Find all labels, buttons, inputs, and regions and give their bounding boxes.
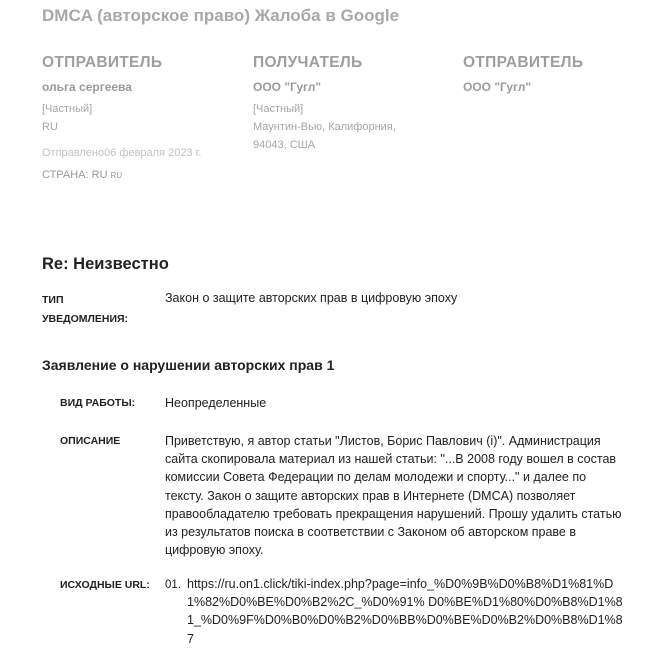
description-value: Приветствую, я автор статьи "Листов, Борис Павлович (i)". Администрация сайта скопировала материал из нашей статьи: "...В 2008 году вошел в состав комиссии Совета Федерации по делам молодежи и спорту..." и далее по тексту. Закон о защите авторских прав в Интернете (DMCA) позволяет правообладателю требовать прекращения нарушений. Прошу удалить статью из результатов поиска в соответствии с Законом об авторском праве в цифровую эпоху. [165,434,622,558]
recipient-type: [Частный] [253,103,304,115]
statement-title: Заявление о нарушении авторских прав 1 [42,357,335,373]
recipient-address-line-2: 94043, США [253,139,316,151]
notice-type-value: Закон о защите авторских прав в цифровую эпоху [165,291,458,305]
sender-name: ольга сергеева [42,80,132,94]
work-type-value: Неопределенные [165,396,267,410]
submitter-name: ООО "Гугл" [463,80,532,94]
country-code: RU [110,171,123,180]
recipient-heading: ПОЛУЧАТЕЛЬ [253,54,363,71]
sender-region: RU [42,121,58,133]
sent-date-value: 06 февраля 2023 г. [104,147,202,159]
sender-type: [Частный] [42,103,93,115]
source-url-link[interactable]: https://ru.on1.click/tiki-index.php?page=info_%D0%9B%D0%B8%D1%81%D1%82%D0%BE%D0%B2%2C_%D0%91% D0%BE%D1%80%D0%B8%D1%81_%D0%9F%D0%B0%D0%B2%D0%BB%D0%BE%D0%B2%D0%B8%D1%87 [187,577,623,646]
description-label: ОПИСАНИЕ [60,435,121,447]
sent-label: Отправлено [42,147,105,159]
submitter-column [463,54,646,100]
country-value: RU [91,169,108,181]
sent-date [42,144,207,162]
source-url-list [165,575,625,648]
sender-country [42,166,237,185]
notice-type-label: ТИП УВЕДОМЛЕНИЯ: [42,294,129,325]
recipient-address-line-1: Маунтин-Вью, Калифорния, [253,121,396,133]
work-type-label: ВИД РАБОТЫ: [60,397,136,409]
recipient-name: ООО "Гугл" [253,80,322,94]
submitter-heading: ОТПРАВИТЕЛЬ [463,54,584,71]
sender-heading: ОТПРАВИТЕЛЬ [42,54,163,71]
source-url-item [165,575,625,648]
page-title: DMCA (авторское право) Жалоба в Google [42,6,400,25]
notice-re-title: Re: Неизвестно [42,255,169,273]
recipient-column [253,54,448,154]
sender-column [42,54,237,185]
source-urls-label: ИСХОДНЫЕ URL: [60,579,150,591]
source-url-number: 01. [165,579,181,591]
country-label: СТРАНА: [42,169,89,181]
